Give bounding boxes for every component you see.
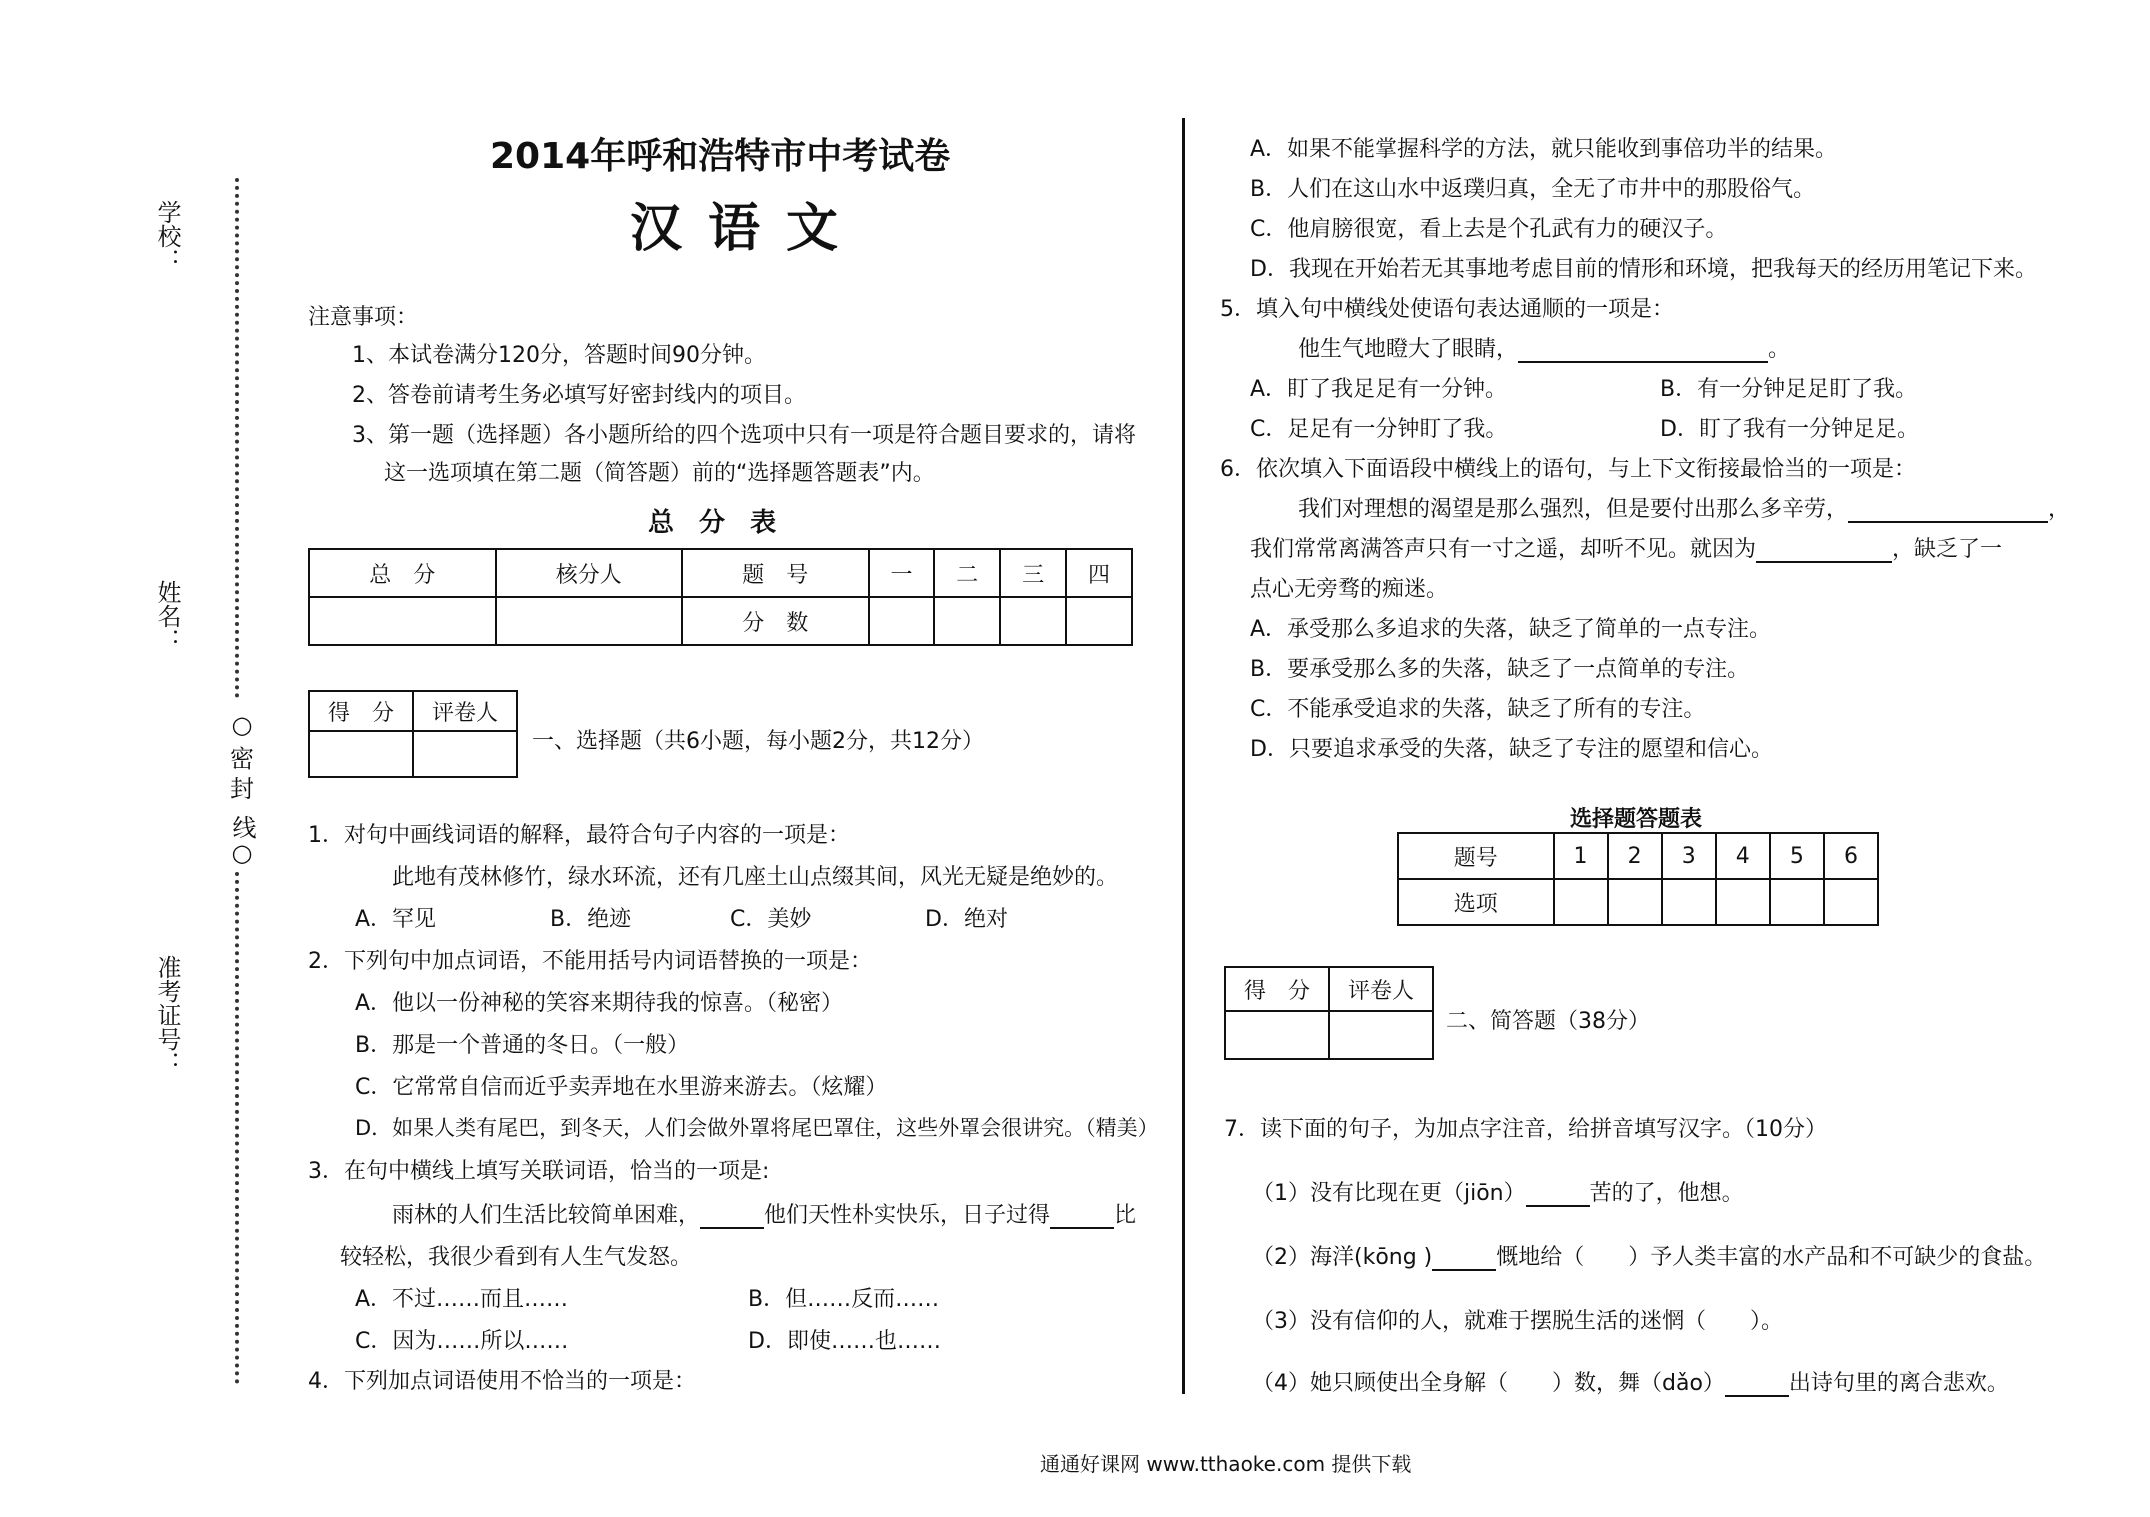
notice-item-2: 2、答卷前请考生务必填写好密封线内的项目。 [352,383,806,408]
q7-item-4: （4）她只顾使出全身解（ ）数，舞（dǎo） 出诗句里的离合悲欢。 [1252,1371,2009,1396]
answer-cell[interactable] [1554,879,1608,925]
q2-option-c: C．它常常自信而近乎卖弄地在水里游来游去。（炫耀） [355,1075,888,1100]
q6-option-a: A．承受那么多追求的失落，缺乏了简单的一点专注。 [1250,617,1772,642]
score-table-title: 总 分 表 [648,508,785,538]
q2-option-a: A．他以一份神秘的笑容来期待我的惊喜。（秘密） [355,991,844,1016]
q3-sentence-line2: 较轻松，我很少看到有人生气发怒。 [340,1245,693,1270]
answer-header-cell: 2 [1608,833,1662,879]
score-cell[interactable] [934,597,1000,645]
q5-option-c: C．足足有一分钟盯了我。 [1250,417,1508,442]
score-header-cell: 核分人 [496,549,683,597]
answer-header-cell: 5 [1770,833,1824,879]
score-cell[interactable] [869,597,935,645]
page-divider [1182,118,1185,1394]
q3-option-d: D．即使……也…… [748,1329,941,1354]
score-header-cell: 总 分 [309,549,496,597]
score-header-cell: 三 [1000,549,1066,597]
q6-line1: 我们对理想的渴望是那么强烈，但是要付出那么多辛劳， ， [1298,497,2071,522]
q3-sentence-line1: 雨林的人们生活比较简单困难， 他们天性朴实快乐，日子过得 比 [392,1203,1137,1228]
q4-stem: 4．下列加点词语使用不恰当的一项是： [308,1369,696,1394]
q2-option-d: D．如果人类有尾巴，到冬天，人们会做外罩将尾巴罩住，这些外罩会很讲究。（精美） [355,1116,1159,1140]
school-label: 学校： [153,200,181,272]
q7-item-1: （1）没有比现在更（jiōn） 苦的了，他想。 [1252,1181,1744,1206]
score-header-cell: 一 [869,549,935,597]
seal-text-2: 封 [230,775,254,803]
footer-source: 通通好课网 www.tthaoke.com 提供下载 [1040,1452,1412,1476]
grader-score-cell[interactable] [309,731,413,777]
subject-title: 汉语文 [630,199,865,259]
answer-header-cell: 4 [1716,833,1770,879]
section2-title: 二、简答题（38分） [1446,1009,1650,1034]
q7-stem: 7．读下面的句子，为加点字注音，给拼音填写汉字。（10分） [1224,1117,1827,1142]
q5-stem: 5．填入句中横线处使语句表达通顺的一项是： [1220,297,1674,322]
q1-option-b: B．绝迹 [550,907,632,932]
q6-option-c: C．不能承受追求的失落，缺乏了所有的专注。 [1250,697,1706,722]
grader-name-cell[interactable] [413,731,517,777]
answer-cell[interactable] [1662,879,1716,925]
seal-line-lower [235,872,239,1384]
q1-sentence: 此地有茂林修竹，绿水环流，还有几座土山点缀其间，风光无疑是绝妙的。 [392,865,1119,890]
seal-line-upper [235,178,239,698]
score-cell[interactable] [309,597,496,645]
answer-header-cell: 题号 [1398,833,1554,879]
section1-title: 一、选择题（共6小题，每小题2分，共12分） [532,729,984,754]
q6-blank-2[interactable] [1756,539,1892,563]
q6-option-d: D．只要追求承受的失落，缺乏了专注的愿望和信心。 [1250,737,1773,762]
q6-option-b: B．要承受那么多的失落，缺乏了一点简单的专注。 [1250,657,1750,682]
name-label: 姓名： [153,580,181,652]
q5-blank[interactable] [1518,339,1768,363]
answer-cell[interactable] [1824,879,1878,925]
score-table [308,548,1133,646]
q2-option-b: B．那是一个普通的冬日。（一般） [355,1033,690,1058]
answer-table-title: 选择题答题表 [1570,807,1703,832]
q2-stem: 2．下列句中加点词语，不能用括号内词语替换的一项是： [308,949,872,974]
q6-line3: 点心无旁骛的痴迷。 [1250,577,1449,602]
exam-id-label: 准考证号： [153,955,181,1075]
grader-name-label: 评卷人 [1329,967,1433,1011]
score-header-cell: 四 [1066,549,1132,597]
q5-sentence: 他生气地瞪大了眼睛， 。 [1298,337,1791,362]
seal-text-1: ○密 [230,711,254,773]
notice-item-3-cont: 这一选项填在第二题（简答题）前的“选择题答题表”内。 [384,461,935,486]
q1-option-a: A．罕见 [355,907,437,932]
q4-option-d: D．我现在开始若无其事地考虑目前的情形和环境，把我每天的经历用笔记下来。 [1250,257,2037,282]
q3-stem: 3．在句中横线上填写关联词语，恰当的一项是: [308,1159,770,1184]
answer-header-cell: 3 [1662,833,1716,879]
notice-heading: 注意事项： [308,305,419,330]
score-cell[interactable] [1066,597,1132,645]
exam-title: 2014年呼和浩特市中考试卷 [490,136,951,177]
q1-option-c: C．美妙 [730,907,812,932]
q7-blank-1[interactable] [1526,1183,1590,1207]
answer-header-cell: 1 [1554,833,1608,879]
score-row-label: 分 数 [682,597,869,645]
seal-text-3: 线○ [228,815,256,867]
q3-option-c: C．因为……所以…… [355,1329,569,1354]
q5-option-a: A．盯了我足足有一分钟。 [1250,377,1508,402]
q3-blank-2[interactable] [1050,1205,1114,1229]
q1-option-d: D．绝对 [925,907,1008,932]
answer-header-cell: 6 [1824,833,1878,879]
q7-item-2: （2）海洋(kōng ) 慨地给（ ）予人类丰富的水产品和不可缺少的食盐。 [1252,1245,2047,1270]
q7-item-3: （3）没有信仰的人，就难于摆脱生活的迷惘（ ）。 [1252,1309,1783,1334]
q7-blank-4[interactable] [1725,1373,1789,1397]
grader-score-cell[interactable] [1225,1011,1329,1059]
q7-blank-2[interactable] [1432,1247,1496,1271]
q5-option-d: D．盯了我有一分钟足足。 [1660,417,1919,442]
score-cell[interactable] [496,597,683,645]
answer-table [1397,832,1879,926]
q1-stem: 1．对句中画线词语的解释，最符合句子内容的一项是： [308,823,850,848]
grader-name-cell[interactable] [1329,1011,1433,1059]
score-cell[interactable] [1000,597,1066,645]
q3-blank-1[interactable] [700,1205,764,1229]
score-header-cell: 二 [934,549,1000,597]
q6-stem: 6．依次填入下面语段中横线上的语句，与上下文衔接最恰当的一项是： [1220,457,1916,482]
grader-box-2 [1224,966,1434,1060]
grader-score-label: 得 分 [1225,967,1329,1011]
q3-option-b: B．但……反而…… [748,1287,940,1312]
answer-row-label: 选项 [1398,879,1554,925]
q6-line2: 我们常常离满答声只有一寸之遥，却听不见。就因为 ，缺乏了一 [1250,537,2003,562]
answer-cell[interactable] [1608,879,1662,925]
q4-option-a: A．如果不能掌握科学的方法，就只能收到事倍功半的结果。 [1250,137,1838,162]
grader-score-label: 得 分 [309,691,413,731]
answer-cell[interactable] [1770,879,1824,925]
q6-blank-1[interactable] [1848,499,2048,523]
notice-item-1: 1、本试卷满分120分，答题时间90分钟。 [352,343,766,368]
q3-option-a: A．不过……而且…… [355,1287,569,1312]
q4-option-b: B．人们在这山水中返璞归真，全无了市井中的那股俗气。 [1250,177,1816,202]
answer-cell[interactable] [1716,879,1770,925]
grader-name-label: 评卷人 [413,691,517,731]
notice-item-3: 3、第一题（选择题）各小题所给的四个选项中只有一项是符合题目要求的，请将 [352,423,1136,448]
score-header-cell: 题 号 [682,549,869,597]
q4-option-c: C．他肩膀很宽，看上去是个孔武有力的硬汉子。 [1250,217,1728,242]
grader-box-1 [308,690,518,778]
q5-option-b: B．有一分钟足足盯了我。 [1660,377,1918,402]
